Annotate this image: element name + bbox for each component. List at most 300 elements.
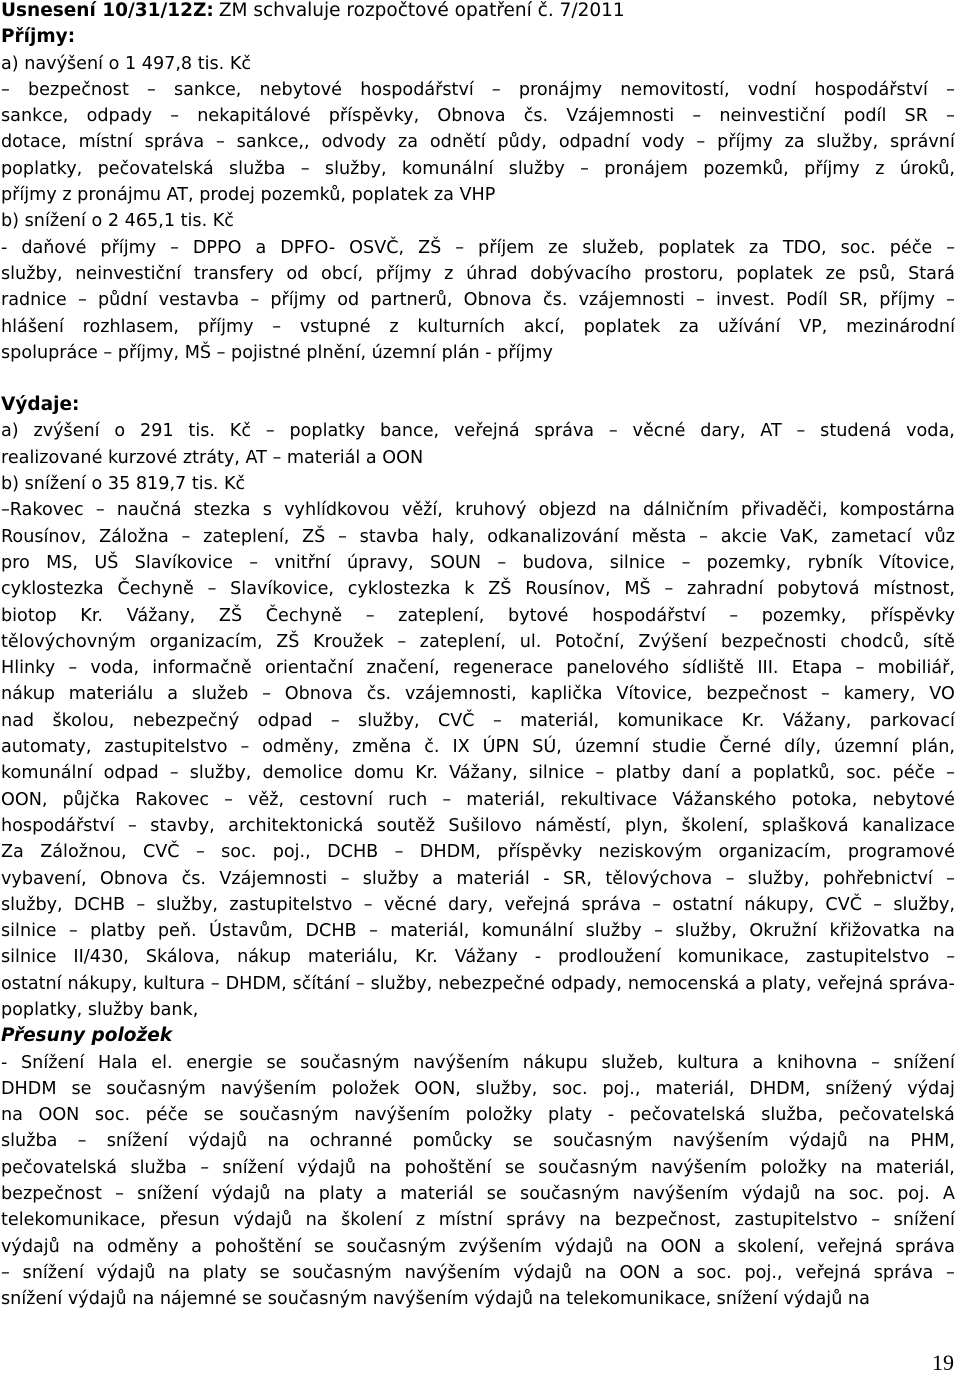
word: partnerů, [370,290,453,311]
word: poplatky [289,421,366,442]
word: o [114,421,126,442]
word: výdajů [96,1262,156,1283]
word: kultura [143,973,205,994]
word: – [796,421,806,442]
word: se [512,1131,533,1152]
word: pohoštění [404,1157,492,1178]
word: CVČ [437,710,475,731]
word: výdajů [188,1131,248,1152]
word: Vítovice, [616,684,693,705]
word: se [71,1078,92,1099]
word: 291 [140,421,174,442]
word: programové [847,842,955,863]
text-line [1,129,955,155]
page-number: 19 [932,1350,954,1375]
resolution-text: ZM schvaluje rozpočtové opatření č. 7/2011 [218,0,625,21]
word: odpady [86,106,153,127]
word: odpad [103,763,159,784]
word: na [168,1262,191,1283]
word: pobytová [777,579,860,600]
word: položky [465,1105,533,1126]
word: místnost, [873,579,955,600]
text-line [1,655,955,681]
word: Obnova [463,290,532,311]
word: z [444,263,454,284]
word: Rousínov, [525,579,611,600]
word: veřejná [504,894,571,915]
word: na [283,1184,306,1205]
word: – [729,605,739,626]
word: věž, [248,789,285,810]
word: města [631,526,687,547]
word: Kr. [415,763,438,784]
word: – [442,789,452,810]
income-increase-label: a) navýšení o 1 497,8 tis. Kč [1,53,252,74]
word: místní [438,1210,493,1231]
word: a [745,973,756,994]
word: příjmy [375,263,432,284]
text-line [1,287,955,313]
word: ruch [388,789,428,810]
word: navýšením [651,1157,747,1178]
word: UŠ [94,552,119,573]
word: hospodářství [814,79,928,100]
word: příjem [478,237,535,258]
word: – [240,737,250,758]
word: materiál, [655,1078,735,1099]
word: ze [548,237,569,258]
word: SOUN [429,552,482,573]
word: studie [652,737,707,758]
word: služby [508,158,565,179]
word: dobývacího [530,263,632,284]
word: OSVČ, [349,237,405,258]
text-line [1,524,955,550]
word: vody [641,132,685,153]
word: na [579,1210,602,1231]
word: SR [904,106,928,127]
word: – [250,290,260,311]
word: zastupitelstvo [229,894,353,915]
word: pečovatelská [1,1157,118,1178]
word: snížení [137,1184,199,1205]
expenses-decrease-text [1,497,955,1023]
word: a [376,1184,387,1205]
word: nebezpečný [132,710,240,731]
word: poj., [272,842,311,863]
word: DHDM, [225,973,287,994]
word: DCHB [327,842,379,863]
word: Kč [229,421,252,442]
text-line [1,1128,955,1154]
text-line [1,1207,955,1233]
word: – [871,1052,880,1073]
word: služby [585,921,642,942]
word: daní [681,763,720,784]
word: materiál, [466,789,546,810]
word: materiál, [520,710,600,731]
word: kompostárna [839,500,955,521]
word: čs. [542,290,568,311]
word: Etapa [791,658,843,679]
word: sankce, [1,106,69,127]
word: DCHB [305,921,357,942]
word: odvody [321,132,387,153]
word: výdajů [789,1131,848,1152]
word: snížení [106,1131,169,1152]
word: vzájemnosti, [405,684,517,705]
word: služeb [191,684,249,705]
word: značení, [366,658,440,679]
word: soutěž [376,815,435,836]
word: příjmy [717,132,773,153]
word: současným [239,1105,339,1126]
word: služby, [1,263,63,284]
word: MŠ [624,579,651,600]
text-line [1,787,955,813]
text-line [1,1234,955,1260]
text-line [1,918,955,944]
word: – [355,973,365,994]
word: el. [151,1052,173,1073]
word: zateplení, [203,526,290,547]
word: daňové [21,237,87,258]
word: splašková [761,815,849,836]
word: úpravy, [346,552,414,573]
text-line [1,314,955,340]
word: územní [834,737,899,758]
word: silnice [1,921,57,942]
word: zateplení, [398,605,485,626]
word: – [946,106,955,127]
word: výdajů [211,1184,271,1205]
word: náměstí, [535,815,612,836]
word: správa [873,1262,934,1283]
word: – [580,158,589,179]
word: na [305,1210,328,1231]
word: – [455,237,465,258]
word: na [608,500,631,521]
word: voda, [906,421,955,442]
word: budova, [522,552,594,573]
word: chodců, [840,631,910,652]
word: – [699,526,708,547]
word: – [692,106,702,127]
text-line: spolupráce – příjmy, MŠ – pojistné plnění, územní plán - příjmy [1,342,553,363]
word: poplatek [658,237,735,258]
word: pohoštění [214,1236,302,1257]
word: Vítovice, [879,552,955,573]
word: dary, [447,894,494,915]
word: kamery, [843,684,916,705]
word: ostatní [672,894,733,915]
word: z [875,158,885,179]
word: platy [548,1105,593,1126]
section-heading-income [1,24,955,50]
word: pečovatelská [838,1105,955,1126]
text-line [1,261,955,287]
word: poplatků, [752,763,836,784]
word: objezd [538,500,597,521]
word: vyhlídkovou [284,500,390,521]
text-line [1,1155,955,1181]
text-line [1,497,955,523]
word: Ústavům, [209,921,294,942]
word: školou, [52,710,115,731]
word: příjmy [804,158,860,179]
word: organizacím, [149,631,263,652]
word: organizacím, [718,842,832,863]
word: VP, [799,316,828,337]
word: pronájem [604,158,688,179]
word: komunální [401,158,494,179]
word: – [491,79,501,100]
word: prostoru, [644,263,724,284]
word: skolení, [737,1236,805,1257]
word: – [147,79,156,100]
word: – [681,552,691,573]
word: služby, [816,132,879,153]
word: Obnova [437,106,506,127]
word: se [259,1262,280,1283]
word: OON [619,1262,661,1283]
word: – [330,710,340,731]
word: silnice [1,947,57,968]
word: půjčka [62,789,121,810]
word: školení, [681,815,749,836]
word: poplatky, [1,158,83,179]
word: a [714,1236,725,1257]
expenses-decrease-label: b) snížení o 35 819,7 tis. Kč [1,474,246,495]
word: – [654,921,663,942]
word: zastupitelstvo [734,1210,858,1231]
word: – [272,316,282,337]
word: nebytové [872,789,955,810]
word: odkanalizování [487,526,619,547]
word: – [200,1157,210,1178]
word: odměny, [262,737,340,758]
word: současným [519,1184,620,1205]
word: snížení [893,1210,955,1231]
word: správa [534,421,595,442]
word: navýšením [632,1184,729,1205]
word: soc. [846,763,882,784]
word: a [731,763,742,784]
word: služby, [156,894,219,915]
word: Rakovec [135,789,210,810]
word: materiál [400,1184,474,1205]
word: studená [820,421,892,442]
word: – [115,1184,124,1205]
word: na [267,1131,290,1152]
word: vstupné [299,316,371,337]
word: VaK, [779,526,819,547]
word: a [752,1052,764,1073]
word: na [369,1157,392,1178]
word: zametací [831,526,912,547]
word: čs. [523,106,549,127]
word: stavby, [150,815,215,836]
word: Vzájemnosti [566,106,675,127]
word: ostatní [1,973,62,994]
text-line: snížení výdajů na nájemné se současným navýšením výdajů na telekomunikace, snížení výdajů na [1,1289,870,1310]
word: CVČ [142,842,180,863]
word: voda, [90,658,140,679]
word: zastupitelstvo [104,737,228,758]
word: – [855,658,865,679]
word: péče [889,237,933,258]
word: kulturních [417,316,505,337]
word: Okružní [749,921,818,942]
word: křižovatka [829,921,921,942]
section-heading-transfers [1,1023,955,1049]
text-line [1,813,955,839]
word: sídliště [682,658,745,679]
word: stavba [359,526,419,547]
word: díly, [784,737,822,758]
word: č. [424,737,440,758]
word: – [664,579,674,600]
word: a [191,1236,202,1257]
word: haly, [431,526,475,547]
word: Rousínov, [1,526,87,547]
text-line: poplatky, služby bank, [1,999,199,1020]
text-line [1,156,955,182]
word: zvýšení [33,421,100,442]
word: navýšením [220,1078,317,1099]
word: energie [186,1052,253,1073]
word: komunikace [617,710,724,731]
text-line [1,550,955,576]
word: knihovna [776,1052,858,1073]
word: DHDM, [419,842,481,863]
expenses-heading: Výdaje: [1,394,80,416]
text-line [1,576,955,602]
word: Hlinky [1,658,56,679]
word: – [695,290,705,311]
word: vybavení, [1,868,87,889]
word: služba [229,158,286,179]
word: Zvýšení [638,631,708,652]
word: pozemků, [703,158,789,179]
word: – [871,1210,881,1231]
word: – [946,868,955,889]
word: služby, [324,158,387,179]
word: – [946,79,955,100]
word: vodní [747,79,797,100]
word: zahradní [687,579,764,600]
transfers-heading: Přesuny položek [1,1025,173,1047]
word: zvýšením [458,1236,542,1257]
word: prodloužení [557,947,661,968]
word: sítě [923,631,955,652]
word: komunální [481,921,574,942]
word: Sušilovo [448,815,522,836]
word: kanalizace [862,815,955,836]
word: Stará [908,263,955,284]
word: pozemky, [706,552,792,573]
word: OON [38,1105,80,1126]
word: Vážany, [782,710,852,731]
text-line [1,629,955,655]
word: ÚPN [482,737,520,758]
word: na [840,1157,863,1178]
word: pohřebnictví [822,868,933,889]
word: - [1,1052,8,1073]
word: – [169,763,179,784]
word: úhrad [466,263,518,284]
word: ZŠ [218,605,243,626]
word: služeb, [582,237,645,258]
word: z [415,1210,426,1231]
word: – [215,132,225,153]
word: věcné [632,421,686,442]
word: nebezpečné [438,973,545,994]
word: – [338,526,347,547]
word: snížený [825,1078,893,1099]
word: sankce,, [236,132,310,153]
word: na [72,1236,95,1257]
word: Kr. [80,605,104,626]
word: akcie [720,526,768,547]
word: SR, [562,868,592,889]
word: radnice [1,290,67,311]
word: se [203,1105,224,1126]
word: dary, [700,421,746,442]
word: školení [341,1210,403,1231]
word: ZŠ [276,631,300,652]
word: Záložnou, [40,842,127,863]
word: veřejná [817,973,884,994]
word: cyklostezka [347,579,451,600]
word: sankce, [173,79,242,100]
word: za [748,237,769,258]
word: materiál [456,868,530,889]
word: zastupitelstvo [806,947,930,968]
income-decrease-text [1,235,955,366]
word: – [946,237,955,258]
word: služby, [747,868,810,889]
word: platy [318,1184,363,1205]
text-line [1,892,955,918]
word: bezpečnosti [720,631,827,652]
word: poplatek [583,316,661,337]
word: a [255,237,267,258]
word: – [128,815,137,836]
word: komunální [1,763,93,784]
income-increase-text [1,77,955,208]
word: platby [615,763,671,784]
word: poj., [744,1262,783,1283]
word: – [365,605,375,626]
word: – [497,552,507,573]
text-line [1,760,955,786]
text-line [1,1181,955,1207]
word: – [224,789,233,810]
word: péče [145,1105,189,1126]
word: za [398,132,419,153]
word: příjmy [879,290,935,311]
word: MS, [46,552,79,573]
word: snížení [22,1262,84,1283]
word: nákupu [522,1052,588,1073]
word: obcí, [321,263,364,284]
word: odměny [107,1236,179,1257]
word: hospodářství [1,815,115,836]
word: – [492,710,502,731]
word: se [486,1184,507,1205]
word: – [77,290,87,311]
